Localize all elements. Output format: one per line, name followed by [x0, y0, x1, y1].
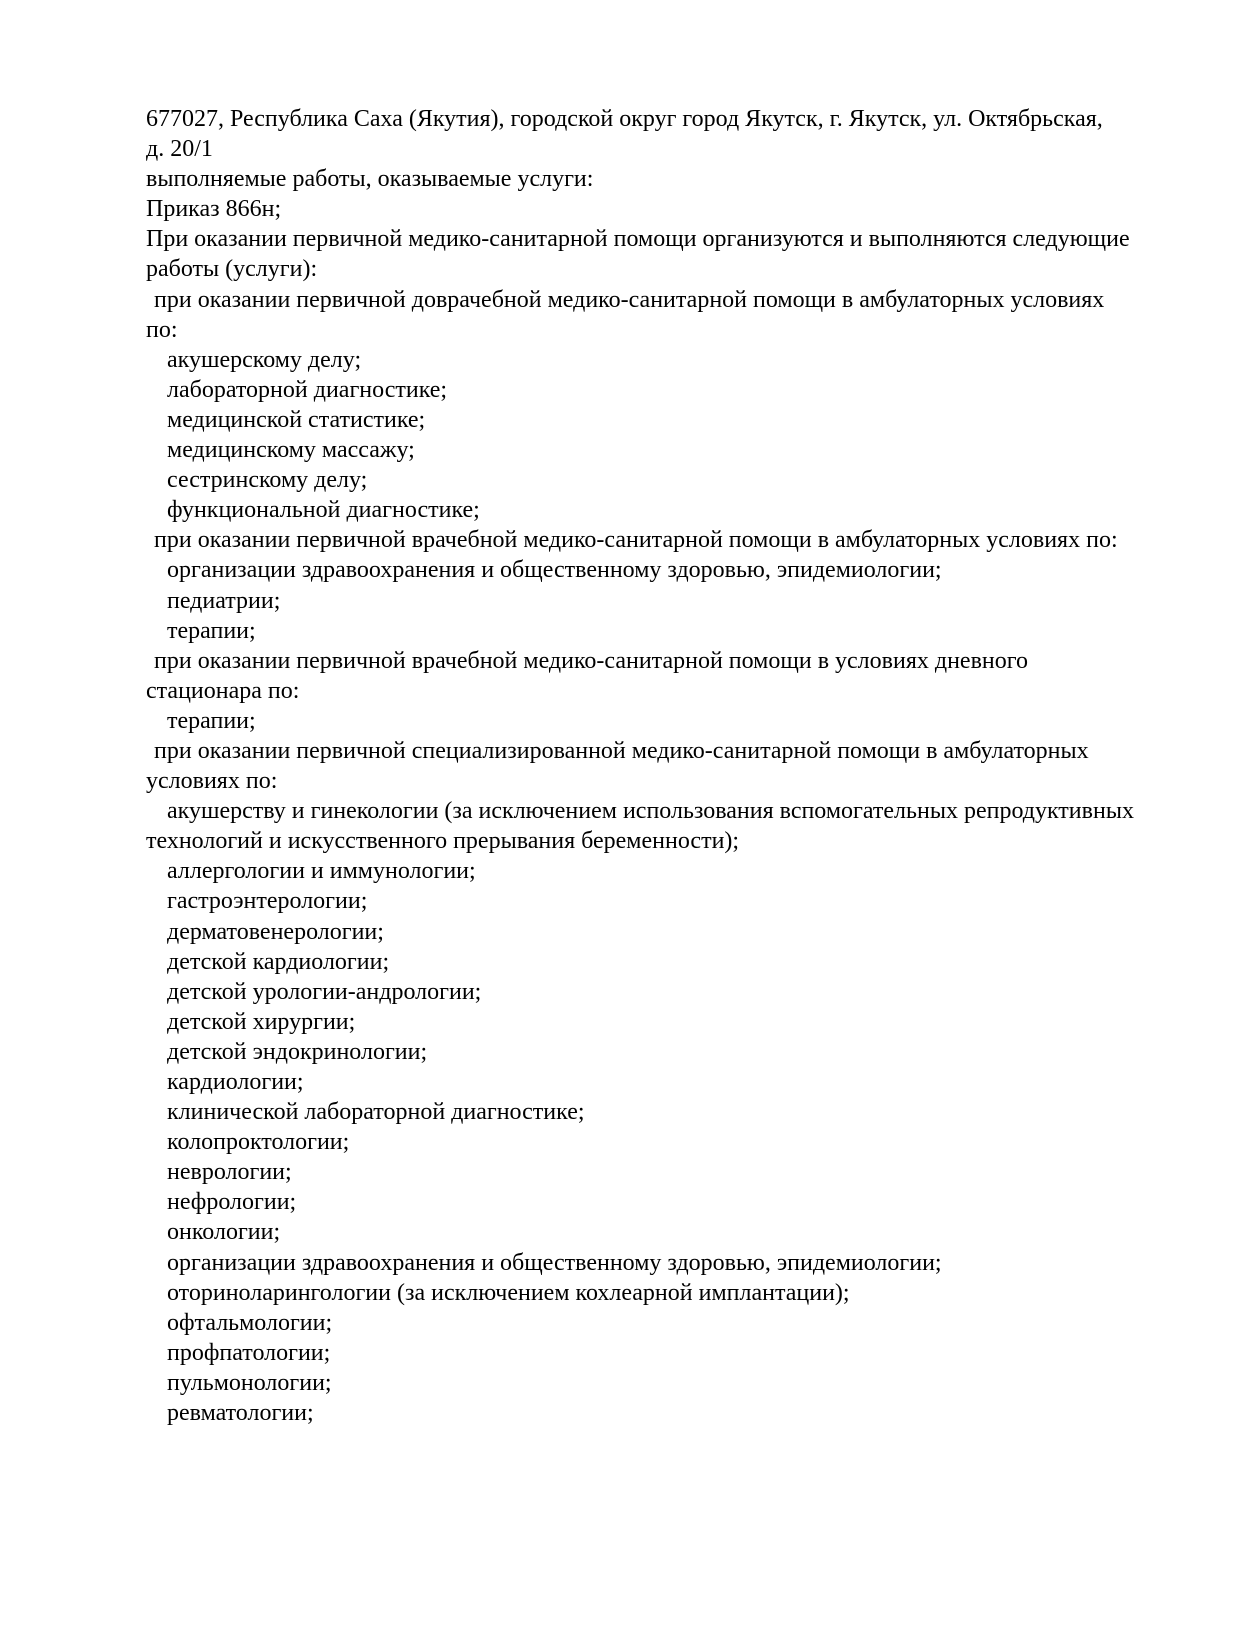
- text-line: при оказании первичной доврачебной медико-санитарной помощи в амбулаторных условиях: [154, 286, 1105, 313]
- document-text-block: [146, 104, 1134, 1428]
- text-line: акушерству и гинекологии (за исключением использования вспомогательных репродуктивных: [167, 798, 1134, 825]
- text-line: функциональной диагностике;: [167, 497, 480, 524]
- text-line: организации здравоохранения и общественному здоровью, эпидемиологии;: [167, 1249, 942, 1276]
- text-line: пульмонологии;: [167, 1369, 332, 1396]
- text-line: детской хирургии;: [167, 1008, 356, 1035]
- text-line: терапии;: [167, 707, 256, 734]
- text-line: технологий и искусственного прерывания беременности);: [146, 828, 740, 855]
- text-line: профпатологии;: [167, 1339, 331, 1366]
- text-line: дерматовенерологии;: [167, 918, 384, 945]
- text-line: детской урологии-андрологии;: [167, 978, 482, 1005]
- text-line: При оказании первичной медико-санитарной помощи организуются и выполняются следующие: [146, 226, 1130, 253]
- text-line: работы (услуги):: [146, 256, 318, 283]
- text-line: офтальмологии;: [167, 1309, 333, 1336]
- text-line: акушерскому делу;: [167, 346, 362, 373]
- text-line: условиях по:: [146, 768, 278, 795]
- text-line: оториноларингологии (за исключением кохлеарной имплантации);: [167, 1279, 850, 1306]
- text-line: д. 20/1: [146, 136, 213, 163]
- text-line: колопроктологии;: [167, 1129, 350, 1156]
- text-line: при оказании первичной врачебной медико-санитарной помощи в амбулаторных условиях по:: [154, 527, 1118, 554]
- text-line: стационара по:: [146, 677, 300, 704]
- text-line: клинической лабораторной диагностике;: [167, 1099, 585, 1126]
- text-line: медицинской статистике;: [167, 406, 426, 433]
- text-line: при оказании первичной врачебной медико-санитарной помощи в условиях дневного: [154, 647, 1028, 674]
- text-line: кардиологии;: [167, 1069, 304, 1095]
- text-line: нефрологии;: [167, 1189, 297, 1216]
- text-line: терапии;: [167, 617, 256, 644]
- text-line: неврологии;: [167, 1159, 292, 1186]
- text-line: 677027, Республика Саха (Якутия), городской округ город Якутск, г. Якутск, ул. Октябрьская,: [146, 106, 1103, 132]
- text-line: при оказании первичной специализированной медико-санитарной помощи в амбулаторных: [154, 737, 1089, 764]
- text-line: онкологии;: [167, 1219, 281, 1246]
- text-line: организации здравоохранения и общественному здоровью, эпидемиологии;: [167, 557, 942, 584]
- text-line: по:: [146, 316, 178, 343]
- text-line: гастроэнтерологии;: [167, 888, 368, 915]
- text-line: детской кардиологии;: [167, 948, 390, 975]
- text-line: детской эндокринологии;: [167, 1038, 428, 1065]
- text-line: медицинскому массажу;: [167, 437, 415, 464]
- text-line: выполняемые работы, оказываемые услуги:: [146, 166, 594, 193]
- text-line: сестринскому делу;: [167, 467, 368, 494]
- text-line: аллергологии и иммунологии;: [167, 858, 476, 885]
- text-line: лабораторной диагностике;: [167, 376, 448, 403]
- text-line: Приказ 866н;: [146, 196, 282, 223]
- text-line: ревматологии;: [167, 1400, 314, 1427]
- text-line: педиатрии;: [167, 587, 281, 614]
